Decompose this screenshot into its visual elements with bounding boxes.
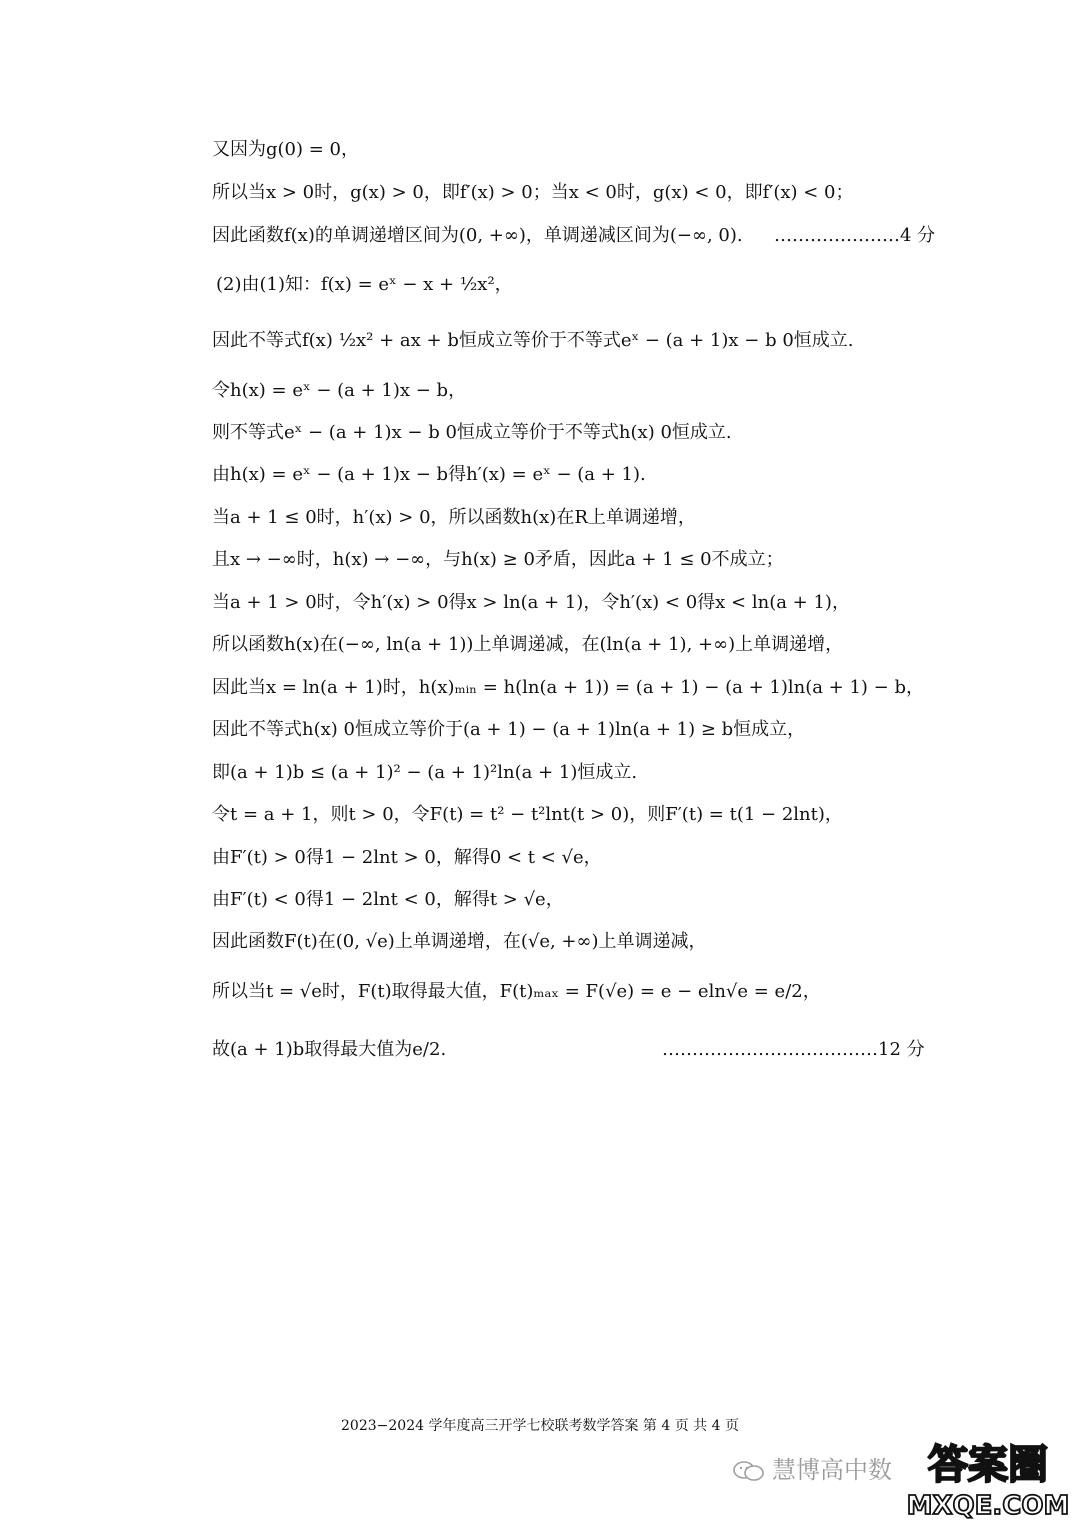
- solution-line-17: 由F′(t) > 0得1 − 2lnt > 0，解得0 < t < √e，: [212, 847, 602, 868]
- solution-line-14: 因此不等式h(x) 0恒成立等价于(a + 1) − (a + 1)ln(a + 1) ≥ b恒成立，: [212, 719, 806, 740]
- solution-line-2: 所以当x > 0时，g(x) > 0，即f′(x) > 0；当x < 0时，g(x) < 0，即f′(x) < 0；: [212, 182, 854, 203]
- solution-line-13: 因此当x = ln(a + 1)时，h(x)ₘᵢₙ = h(ln(a + 1)) = (a + 1) − (a + 1)ln(a + 1) − b，: [212, 677, 924, 698]
- score-part2: ………………………………12 分: [662, 1039, 925, 1060]
- page-footer: 2023−2024 学年度高三开学七校联考数学答案 第 4 页 共 4 页: [341, 1418, 739, 1434]
- solution-line-3: 因此函数f(x)的单调递增区间为(0, +∞)，单调递减区间为(−∞, 0).: [212, 225, 743, 246]
- solution-line-21: 故(a + 1)b取得最大值为e/2.: [212, 1039, 447, 1060]
- solution-line-9: 当a + 1 ≤ 0时，h′(x) > 0，所以函数h(x)在R上单调递增，: [212, 507, 696, 528]
- solution-line-11: 当a + 1 > 0时，令h′(x) > 0得x > ln(a + 1)，令h′(x) < 0得x < ln(a + 1)，: [212, 592, 850, 613]
- solution-line-12: 所以函数h(x)在(−∞, ln(a + 1))上单调递减，在(ln(a + 1), +∞)上单调递增，: [212, 634, 844, 655]
- wechat-icon: [732, 1460, 766, 1482]
- solution-line-4: (2)由(1)知：f(x) = eˣ − x + ½x²，: [216, 274, 513, 295]
- solution-line-5: 因此不等式f(x) ½x² + ax + b恒成立等价于不等式eˣ − (a + 1)x − b 0恒成立.: [212, 330, 854, 351]
- solution-line-7: 则不等式eˣ − (a + 1)x − b 0恒成立等价于不等式h(x) 0恒成立.: [212, 422, 732, 443]
- watermark-text: 慧博高中数: [772, 1456, 892, 1484]
- solution-line-1: 又因为g(0) = 0，: [212, 139, 359, 160]
- solution-line-10: 且x → −∞时，h(x) → −∞，与h(x) ≥ 0矛盾，因此a + 1 ≤ 0不成立；: [212, 549, 784, 570]
- logo-top-text: 答案圈: [928, 1442, 1048, 1488]
- solution-line-19: 因此函数F(t)在(0, √e)上单调递增，在(√e, +∞)上单调递减，: [212, 931, 707, 952]
- solution-line-15: 即(a + 1)b ≤ (a + 1)² − (a + 1)²ln(a + 1)恒成立.: [212, 762, 638, 783]
- score-part1: …………………4 分: [774, 225, 936, 246]
- solution-line-6: 令h(x) = eˣ − (a + 1)x − b，: [212, 380, 467, 401]
- solution-line-16: 令t = a + 1，则t > 0，令F(t) = t² − t²lnt(t > 0)，则F′(t) = t(1 − 2lnt)，: [212, 804, 843, 825]
- solution-line-8: 由h(x) = eˣ − (a + 1)x − b得h′(x) = eˣ − (a + 1).: [212, 464, 646, 485]
- solution-line-18: 由F′(t) < 0得1 − 2lnt < 0，解得t > √e，: [212, 889, 564, 910]
- mxqe-logo: [900, 1432, 1076, 1522]
- solution-line-20: 所以当t = √e时，F(t)取得最大值，F(t)ₘₐₓ = F(√e) = e − eln√e = e/2，: [212, 981, 821, 1002]
- logo-bottom-text: MXQE.COM: [906, 1491, 1070, 1521]
